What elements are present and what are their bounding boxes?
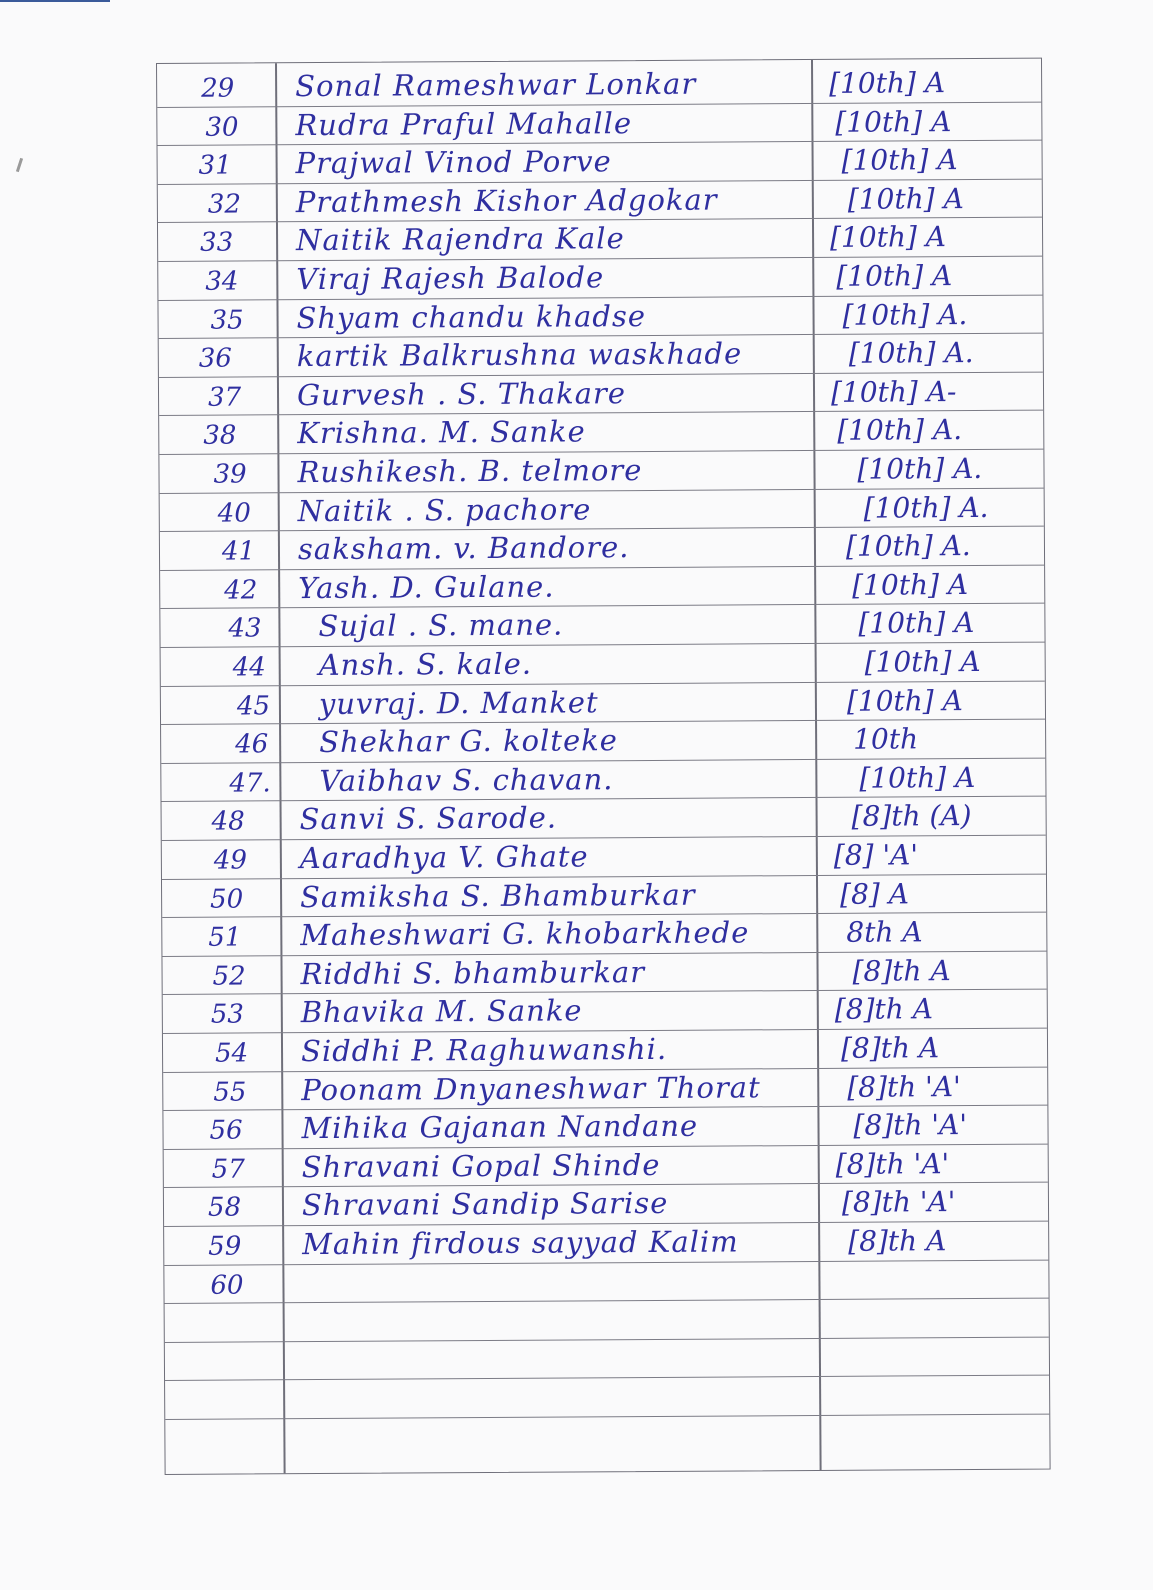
student-name: Shyam chandu khadse — [296, 298, 647, 335]
class-section: [8]th 'A' — [835, 1146, 950, 1181]
row-number: 32 — [207, 189, 242, 220]
student-name: Prajwal Vinod Porve — [295, 144, 612, 181]
ruled-line — [165, 1336, 1049, 1342]
row-number: 49 — [213, 845, 248, 876]
student-name: yuvraj. D. Manket — [318, 684, 599, 721]
class-section: [10th] A. — [848, 336, 974, 370]
row-number: 53 — [210, 999, 245, 1031]
class-section: [10th] A — [859, 760, 976, 795]
ruled-line — [165, 1375, 1049, 1381]
class-section: [10th] A. — [857, 451, 983, 486]
ruled-line — [165, 1414, 1049, 1420]
column-divider-class — [811, 60, 821, 1470]
student-name: Sonal Rameshwar Lonkar — [295, 66, 697, 104]
student-name: kartik Balkrushna waskhade — [296, 336, 743, 374]
student-name: Sanvi S. Sarode. — [299, 800, 558, 837]
class-section: [10th] A — [829, 220, 947, 255]
student-name: Poonam Dnyaneshwar Thorat — [301, 1069, 761, 1107]
row-number: 60 — [210, 1270, 244, 1301]
row-number: 36 — [198, 343, 232, 374]
class-section: [10th] A — [864, 644, 981, 679]
student-name: Sujal . S. mane. — [318, 607, 564, 644]
row-number: 56 — [209, 1115, 243, 1146]
row-number: 41 — [221, 536, 256, 567]
row-number: 43 — [228, 613, 262, 644]
student-name: Ansh. S. kale. — [318, 646, 533, 683]
ruled-line — [164, 1259, 1048, 1265]
student-name: Yash. D. Gulane. — [298, 569, 555, 605]
row-number: 50 — [210, 884, 244, 915]
row-number: 45 — [236, 690, 271, 722]
row-number: 47. — [229, 768, 271, 799]
class-section: [10th] A — [841, 143, 958, 178]
student-name: Rushikesh. B. telmore — [297, 453, 643, 490]
class-section: [10th] A — [858, 606, 975, 641]
attendance-table — [156, 58, 1051, 1475]
row-number: 30 — [205, 112, 239, 143]
row-number: 44 — [232, 652, 266, 683]
row-number: 51 — [208, 922, 242, 953]
row-number: 35 — [210, 305, 244, 336]
student-name: Mihika Gajanan Nandane — [301, 1108, 699, 1146]
row-number: 31 — [198, 150, 232, 181]
row-number: 46 — [235, 729, 269, 760]
row-number: 57 — [211, 1154, 245, 1185]
class-section: [10th] A — [835, 104, 952, 139]
class-section: [10th] A. — [842, 297, 968, 332]
class-section: [10th] A — [852, 567, 969, 602]
student-name: Aaradhya V. Ghate — [299, 839, 589, 876]
scan-mark — [16, 158, 23, 172]
class-section: [8]th (A) — [851, 799, 972, 834]
row-number: 38 — [203, 420, 237, 452]
student-name: Shravani Sandip Sarise — [301, 1186, 669, 1223]
row-number: 59 — [208, 1231, 242, 1262]
student-name: Gurvesh . S. Thakare — [296, 375, 627, 412]
student-name: Samiksha S. Bhamburkar — [299, 877, 696, 914]
student-name: Bhavika M. Sanke — [300, 993, 583, 1030]
row-number: 34 — [205, 266, 239, 297]
class-section: [8] A — [839, 877, 909, 911]
row-number: 55 — [213, 1077, 247, 1108]
student-name: Naitik Rajendra Kale — [295, 221, 625, 258]
ruled-line — [165, 1298, 1049, 1304]
student-name: Viraj Rajesh Balode — [296, 260, 605, 297]
class-section: [8]th 'A' — [841, 1185, 956, 1220]
row-number: 39 — [213, 459, 247, 490]
student-name: Krishna. M. Sanke — [297, 414, 586, 451]
column-divider-number — [275, 63, 285, 1473]
row-number: 37 — [207, 382, 242, 413]
row-number: 54 — [214, 1038, 249, 1069]
class-section: [10th] A — [829, 66, 946, 100]
class-section: [8]th A — [840, 1031, 940, 1065]
class-section: [8]th A — [848, 1224, 947, 1258]
student-name: Vaibhav S. chavan. — [319, 762, 614, 798]
row-number: 33 — [200, 227, 234, 259]
row-number: 58 — [207, 1192, 242, 1224]
class-section: 10th — [853, 722, 919, 756]
student-name: saksham. v. Bandore. — [297, 530, 630, 567]
class-section: [10th] A — [846, 683, 963, 718]
class-section: [10th] A. — [837, 413, 963, 448]
row-number: 52 — [212, 961, 246, 992]
student-name: Riddhi S. bhamburkar — [300, 954, 646, 991]
student-name: Maheshwari G. khobarkhede — [300, 915, 750, 953]
class-section: [10th] A — [847, 181, 964, 216]
class-section: [10th] A. — [863, 490, 989, 525]
row-number: 40 — [217, 498, 251, 529]
student-name: Prathmesh Kishor Adgokar — [295, 182, 718, 219]
student-name: Rudra Praful Mahalle — [295, 105, 633, 142]
class-section: [8]th 'A' — [853, 1108, 968, 1142]
student-name: Shekhar G. kolteke — [319, 723, 619, 760]
class-section: [8] 'A' — [833, 838, 919, 872]
student-name: Mahin firdous sayyad Kalim — [302, 1224, 739, 1262]
row-number: 29 — [201, 73, 235, 104]
student-name: Siddhi P. Raghuwanshi. — [300, 1031, 668, 1069]
student-name: Shravani Gopal Shinde — [301, 1147, 661, 1184]
class-section: [10th] A- — [830, 374, 957, 409]
class-section: [10th] A — [836, 259, 953, 293]
scan-edge-mark — [0, 0, 110, 2]
row-number: 48 — [211, 806, 245, 838]
row-number: 42 — [224, 575, 258, 606]
class-section: [10th] A. — [845, 529, 971, 563]
class-section: [8]th 'A' — [847, 1069, 961, 1104]
student-name: Naitik . S. pachore — [297, 491, 592, 528]
class-section: 8th A — [846, 915, 923, 949]
class-section: [8]th A — [852, 953, 951, 988]
class-section: [8]th A — [834, 992, 933, 1027]
